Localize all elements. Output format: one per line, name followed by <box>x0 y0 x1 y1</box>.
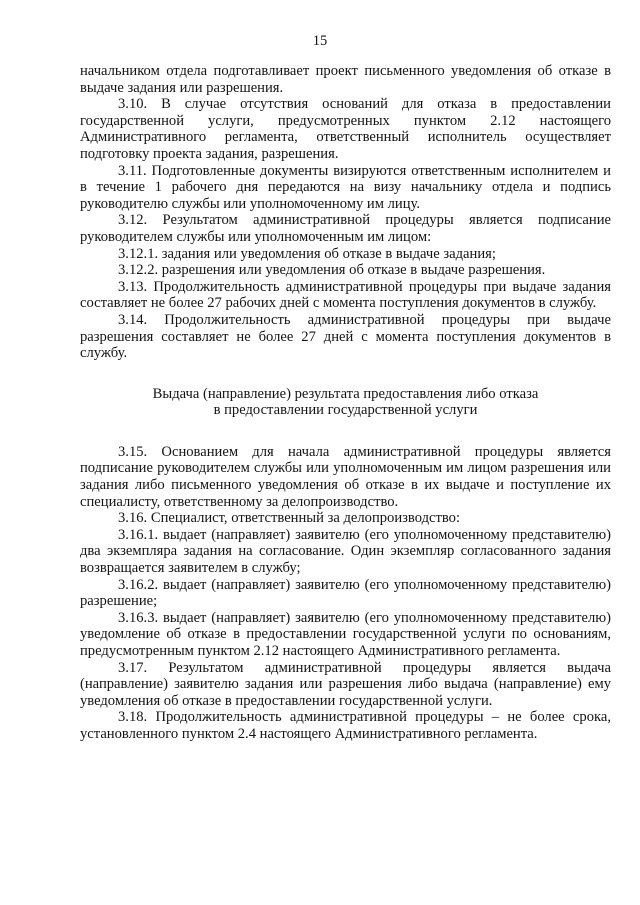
paragraph-3-14: 3.14. Продолжительность административной процедуры при выдаче разрешения составляет не более 27 дней с момента поступления документов в службу. <box>80 311 611 362</box>
paragraph-3-17: 3.17. Результатом административной процедуры является выдача (направление) заявителю задания или разрешения либо выдача (направление) ему уведомления об отказе в предоставлении государственной услуги. <box>80 659 611 709</box>
paragraph-3-18: 3.18. Продолжительность административной процедуры – не более срока, установленного пунктом 2.4 настоящего Административного регламента. <box>80 709 611 742</box>
section-heading-line-2: в предоставлении государственной услуги <box>213 402 478 419</box>
paragraph-3-16-1: 3.16.1. выдает (направляет) заявителю (его уполномоченному представителю) два экземпляра задания на согласование. Один экземпляр согласованного задания возвращается заявителем в службу; <box>80 526 611 577</box>
paragraph-3-11: 3.11. Подготовленные документы визируются ответственным исполнителем и в течение 1 рабочего дня передаются на визу начальнику отдела и подпись руководителю службы или уполномоченному им лицу. <box>80 162 611 212</box>
section-heading-line-1: Выдача (направление) результата предоставления либо отказа <box>152 385 539 402</box>
paragraph-3-13: 3.13. Продолжительность административной процедуры при выдаче задания составляет не более 27 рабочих дней с момента поступления документов в службу. <box>80 278 611 312</box>
page-number: 15 <box>312 33 328 49</box>
paragraph-3-16: 3.16. Специалист, ответственный за делопроизводство: <box>118 510 461 527</box>
paragraph-continuation: начальником отдела подготавливает проект письменного уведомления об отказе в выдаче задания или разрешения. <box>80 63 611 96</box>
paragraph-3-15: 3.15. Основанием для начала административной процедуры является подписание руководителем службы или уполномоченным им лицом разрешения или задания либо письменного уведомления об отказе в их выдаче и поступление их специалисту, ответственному за делопроизводство. <box>80 443 611 510</box>
paragraph-3-12-1: 3.12.1. задания или уведомления об отказе в выдаче задания; <box>118 245 496 262</box>
paragraph-3-12: 3.12. Результатом административной процедуры является подписание руководителем службы или уполномоченным им лицом: <box>80 212 611 245</box>
document-body <box>80 63 611 743</box>
paragraph-3-16-3: 3.16.3. выдает (направляет) заявителю (его уполномоченному представителю) уведомление об отказе в предоставлении государственной услуги по основаниям, предусмотренным пунктом 2.12 настоящего Административного регламента. <box>80 609 611 659</box>
paragraph-3-12-2: 3.12.2. разрешения или уведомления об отказе в выдаче разрешения. <box>118 262 546 279</box>
paragraph-3-10: 3.10. В случае отсутствия оснований для отказа в предоставлении государственной услуги, предусмотренных пунктом 2.12 настоящего Административного регламента, ответственный исполнитель осуществляет подготовку проекта задания, разрешения. <box>80 96 611 162</box>
section-heading <box>80 386 611 419</box>
paragraph-3-16-2: 3.16.2. выдает (направляет) заявителю (его уполномоченному представителю) разрешение; <box>80 576 611 610</box>
